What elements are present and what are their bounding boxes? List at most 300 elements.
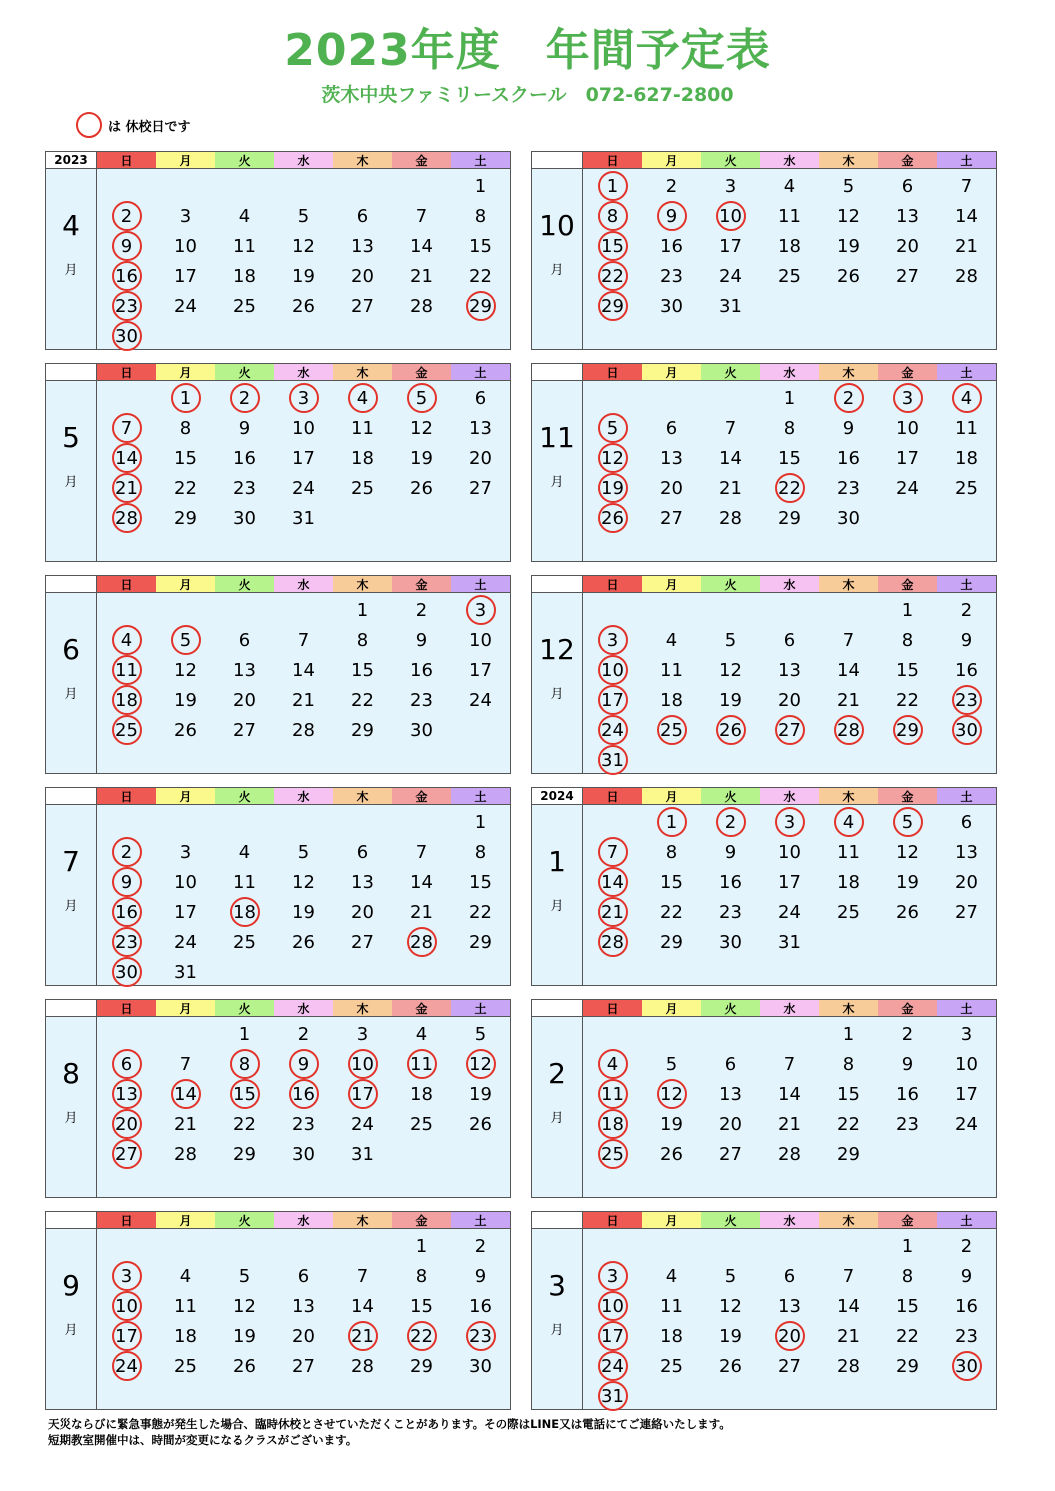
- day-cell: [642, 261, 701, 291]
- month-body: [531, 169, 997, 350]
- day-cell: [819, 1321, 878, 1351]
- day-number: 19: [719, 1325, 742, 1347]
- day-number: 15: [410, 1295, 433, 1317]
- day-number: 29: [351, 719, 374, 741]
- weekday-label: 水: [760, 576, 819, 592]
- weekday-label: 木: [333, 788, 392, 804]
- day-cell: [760, 927, 819, 957]
- day-number: 28: [115, 507, 138, 529]
- month-body: [531, 1017, 997, 1198]
- day-cell: [642, 837, 701, 867]
- day-number: 23: [410, 689, 433, 711]
- day-number: 8: [474, 205, 487, 227]
- day-number: 29: [660, 931, 683, 953]
- day-number: 14: [601, 871, 624, 893]
- day-number: 13: [351, 235, 374, 257]
- day-number: 3: [179, 841, 192, 863]
- month-body: [45, 805, 511, 986]
- day-cell-closed: [819, 807, 878, 837]
- weekday-label: 月: [642, 364, 701, 380]
- weekday-label: 木: [333, 576, 392, 592]
- day-number: 8: [356, 629, 369, 651]
- day-cell: [937, 1261, 996, 1291]
- day-cell: [156, 957, 215, 987]
- weekday-label: 火: [701, 364, 760, 380]
- day-cell-closed: [97, 413, 156, 443]
- day-cell: [451, 625, 510, 655]
- day-cell: [937, 1109, 996, 1139]
- day-cell: [937, 807, 996, 837]
- day-number: 14: [837, 659, 860, 681]
- day-number: 25: [233, 931, 256, 953]
- weekday-label: 金: [878, 1000, 937, 1016]
- day-cell: [937, 231, 996, 261]
- day-cell: [215, 655, 274, 685]
- month-number: 9: [62, 1269, 80, 1302]
- day-cell: [701, 867, 760, 897]
- day-grid: [97, 1017, 511, 1197]
- weekday-label: 金: [878, 576, 937, 592]
- day-number: 27: [778, 1355, 801, 1377]
- day-cell: [274, 1109, 333, 1139]
- day-cell-closed: [583, 1351, 642, 1381]
- day-number: 1: [901, 1235, 914, 1257]
- day-number: 25: [660, 719, 683, 741]
- day-number: 27: [896, 265, 919, 287]
- day-number: 15: [778, 447, 801, 469]
- day-number: 28: [601, 931, 624, 953]
- day-cell: [156, 715, 215, 745]
- day-number: 10: [174, 235, 197, 257]
- day-cell: [760, 685, 819, 715]
- month-body: [45, 1229, 511, 1410]
- day-cell-closed: [97, 1321, 156, 1351]
- weekday-label: 月: [156, 788, 215, 804]
- day-number: 30: [955, 1355, 978, 1377]
- day-grid: [97, 169, 511, 349]
- day-cell-closed: [215, 383, 274, 413]
- day-cell: [392, 837, 451, 867]
- weekday-label: 水: [760, 788, 819, 804]
- day-number: 29: [601, 295, 624, 317]
- day-cell: [701, 1261, 760, 1291]
- weekday-header: [45, 151, 511, 169]
- day-number: 10: [115, 1295, 138, 1317]
- weekday-label: 火: [215, 788, 274, 804]
- weekday-label: 水: [274, 1212, 333, 1228]
- day-cell-closed: [878, 715, 937, 745]
- day-cell: [274, 503, 333, 533]
- day-cell: [392, 201, 451, 231]
- day-cell: [760, 261, 819, 291]
- day-cell-closed: [642, 807, 701, 837]
- day-cell-closed: [583, 897, 642, 927]
- weekday-label: 火: [215, 576, 274, 592]
- day-number: 19: [233, 1325, 256, 1347]
- day-number: 16: [469, 1295, 492, 1317]
- day-number: 2: [960, 1235, 973, 1257]
- day-cell-closed: [642, 715, 701, 745]
- weekday-label: 日: [97, 788, 156, 804]
- day-number: 23: [660, 265, 683, 287]
- day-number: 5: [901, 811, 914, 833]
- month-label-column: [46, 381, 97, 561]
- day-cell: [642, 897, 701, 927]
- day-cell: [760, 1351, 819, 1381]
- day-number: 27: [778, 719, 801, 741]
- day-cell: [274, 291, 333, 321]
- day-cell: [878, 1019, 937, 1049]
- day-cell: [215, 1351, 274, 1381]
- day-cell: [156, 1109, 215, 1139]
- month-body: [45, 1017, 511, 1198]
- day-cell: [642, 1109, 701, 1139]
- day-number: 4: [842, 811, 855, 833]
- weekday-label: 火: [701, 788, 760, 804]
- day-cell: [819, 1139, 878, 1169]
- day-number: 30: [115, 961, 138, 983]
- day-number: 5: [297, 205, 310, 227]
- day-number: 22: [233, 1113, 256, 1135]
- weekday-label: 日: [583, 576, 642, 592]
- day-number: 4: [665, 1265, 678, 1287]
- day-number: 24: [601, 1355, 624, 1377]
- day-number: 12: [469, 1053, 492, 1075]
- day-number: 15: [896, 659, 919, 681]
- day-number: 2: [120, 841, 133, 863]
- day-cell: [156, 231, 215, 261]
- day-cell: [819, 1109, 878, 1139]
- day-number: 28: [174, 1143, 197, 1165]
- day-number: 24: [601, 719, 624, 741]
- day-cell-closed: [215, 897, 274, 927]
- weekday-label: 木: [819, 576, 878, 592]
- weekday-label: 日: [97, 1000, 156, 1016]
- day-cell: [451, 897, 510, 927]
- day-number: 3: [356, 1023, 369, 1045]
- day-cell: [274, 625, 333, 655]
- day-cell: [156, 473, 215, 503]
- month-calendar: [531, 1211, 997, 1410]
- day-cell: [274, 1321, 333, 1351]
- month-calendar: [531, 787, 997, 986]
- day-number: 15: [351, 659, 374, 681]
- day-cell: [215, 715, 274, 745]
- day-cell: [215, 473, 274, 503]
- day-number: 22: [896, 689, 919, 711]
- day-number: 19: [174, 689, 197, 711]
- day-cell: [333, 261, 392, 291]
- day-number: 12: [719, 1295, 742, 1317]
- month-body: [45, 169, 511, 350]
- day-number: 17: [955, 1083, 978, 1105]
- weekday-label: 水: [760, 1000, 819, 1016]
- weekday-label: 日: [97, 1212, 156, 1228]
- month-calendar: [531, 363, 997, 562]
- day-number: 22: [837, 1113, 860, 1135]
- day-cell: [156, 1261, 215, 1291]
- day-cell: [642, 473, 701, 503]
- weekday-label: 火: [215, 1212, 274, 1228]
- day-cell-closed: [97, 625, 156, 655]
- weekday-label: 金: [878, 1212, 937, 1228]
- weekday-label: 水: [274, 788, 333, 804]
- day-number: 5: [297, 841, 310, 863]
- day-number: 1: [606, 175, 619, 197]
- day-number: 10: [778, 841, 801, 863]
- day-number: 11: [351, 417, 374, 439]
- day-cell: [392, 685, 451, 715]
- day-number: 6: [356, 841, 369, 863]
- day-number: 15: [174, 447, 197, 469]
- day-cell-closed: [937, 715, 996, 745]
- day-number: 19: [292, 901, 315, 923]
- year-label: [532, 1212, 583, 1228]
- day-cell-closed: [97, 201, 156, 231]
- day-number: 5: [474, 1023, 487, 1045]
- day-cell-closed: [97, 503, 156, 533]
- day-cell: [451, 231, 510, 261]
- day-cell: [215, 1019, 274, 1049]
- day-cell: [642, 1351, 701, 1381]
- day-number: 20: [955, 871, 978, 893]
- school-info: 茨木中央ファミリースクール 072-627-2800: [321, 84, 734, 106]
- weekday-label: 金: [392, 1000, 451, 1016]
- day-cell-closed: [97, 1079, 156, 1109]
- day-cell: [878, 473, 937, 503]
- day-cell: [642, 1049, 701, 1079]
- day-cell: [215, 685, 274, 715]
- month-suffix: 月: [550, 263, 564, 278]
- weekday-label: 火: [215, 1000, 274, 1016]
- day-cell-closed: [583, 655, 642, 685]
- day-number: 7: [960, 175, 973, 197]
- day-number: 12: [292, 871, 315, 893]
- day-number: 17: [778, 871, 801, 893]
- day-cell: [333, 201, 392, 231]
- day-number: 29: [469, 295, 492, 317]
- day-cell-closed: [583, 413, 642, 443]
- day-number: 12: [601, 447, 624, 469]
- day-cell: [215, 1109, 274, 1139]
- day-number: 1: [415, 1235, 428, 1257]
- day-cell: [333, 231, 392, 261]
- day-number: 4: [665, 629, 678, 651]
- month-calendar: [531, 575, 997, 774]
- day-cell: [274, 715, 333, 745]
- month-number: 5: [62, 421, 80, 454]
- day-cell-closed: [97, 443, 156, 473]
- day-number: 27: [351, 295, 374, 317]
- day-number: 16: [955, 1295, 978, 1317]
- day-number: 23: [115, 931, 138, 953]
- day-cell: [701, 503, 760, 533]
- day-number: 31: [292, 507, 315, 529]
- day-number: 1: [356, 599, 369, 621]
- day-number: 2: [238, 387, 251, 409]
- day-number: 21: [601, 901, 624, 923]
- day-number: 11: [174, 1295, 197, 1317]
- weekday-header: [531, 1211, 997, 1229]
- day-number: 18: [660, 689, 683, 711]
- day-number: 13: [778, 659, 801, 681]
- weekday-label: 日: [583, 788, 642, 804]
- month-calendar: [531, 999, 997, 1198]
- day-cell: [333, 595, 392, 625]
- day-number: 3: [606, 1265, 619, 1287]
- month-label-column: [532, 1017, 583, 1197]
- day-cell-closed: [583, 201, 642, 231]
- day-number: 7: [415, 841, 428, 863]
- day-grid: [97, 805, 511, 985]
- month-suffix: 月: [64, 1111, 78, 1126]
- weekday-label: 木: [333, 152, 392, 168]
- day-number: 26: [233, 1355, 256, 1377]
- day-cell: [392, 655, 451, 685]
- day-cell: [878, 1261, 937, 1291]
- month-label-column: [532, 381, 583, 561]
- day-cell: [819, 473, 878, 503]
- weekday-header: [45, 1211, 511, 1229]
- day-cell-closed: [583, 625, 642, 655]
- weekday-label: 日: [583, 1000, 642, 1016]
- day-number: 20: [778, 1325, 801, 1347]
- day-cell: [451, 201, 510, 231]
- weekday-label: 土: [937, 364, 996, 380]
- day-number: 26: [292, 931, 315, 953]
- day-cell: [392, 231, 451, 261]
- day-number: 26: [896, 901, 919, 923]
- day-number: 10: [601, 659, 624, 681]
- day-cell: [878, 231, 937, 261]
- day-number: 27: [955, 901, 978, 923]
- day-cell: [760, 1261, 819, 1291]
- day-cell: [701, 685, 760, 715]
- day-cell: [392, 443, 451, 473]
- day-number: 18: [955, 447, 978, 469]
- day-number: 2: [415, 599, 428, 621]
- day-number: 10: [896, 417, 919, 439]
- day-cell-closed: [333, 1079, 392, 1109]
- day-cell: [274, 261, 333, 291]
- day-cell: [333, 443, 392, 473]
- day-cell: [274, 927, 333, 957]
- day-cell: [156, 261, 215, 291]
- weekday-label: 土: [451, 364, 510, 380]
- day-cell: [392, 1079, 451, 1109]
- day-cell: [878, 595, 937, 625]
- day-number: 31: [778, 931, 801, 953]
- day-number: 1: [783, 387, 796, 409]
- day-cell: [274, 473, 333, 503]
- day-cell: [760, 201, 819, 231]
- weekday-label: 金: [392, 788, 451, 804]
- day-number: 28: [410, 931, 433, 953]
- day-number: 9: [842, 417, 855, 439]
- day-number: 28: [719, 507, 742, 529]
- day-number: 11: [115, 659, 138, 681]
- day-cell: [819, 503, 878, 533]
- day-cell: [333, 897, 392, 927]
- day-number: 18: [174, 1325, 197, 1347]
- day-cell: [215, 443, 274, 473]
- month-calendar: [45, 787, 511, 986]
- day-cell-closed: [583, 837, 642, 867]
- day-cell: [878, 685, 937, 715]
- day-number: 24: [115, 1355, 138, 1377]
- weekday-label: 日: [97, 576, 156, 592]
- day-cell: [333, 625, 392, 655]
- day-number: 16: [410, 659, 433, 681]
- day-number: 13: [955, 841, 978, 863]
- day-cell-closed: [760, 715, 819, 745]
- weekday-label: 金: [392, 152, 451, 168]
- year-label: [46, 1212, 97, 1228]
- day-number: 22: [469, 901, 492, 923]
- day-cell: [642, 443, 701, 473]
- day-number: 9: [960, 629, 973, 651]
- day-cell: [333, 1019, 392, 1049]
- month-label-column: [46, 1229, 97, 1409]
- day-number: 5: [724, 1265, 737, 1287]
- note-line: 天災ならびに緊急事態が発生した場合、臨時休校とさせていただくことがあります。その際はLINE又は電話にてご連絡いたします。: [48, 1417, 731, 1431]
- day-number: 2: [120, 205, 133, 227]
- day-cell-closed: [583, 171, 642, 201]
- day-grid: [583, 381, 997, 561]
- day-number: 21: [115, 477, 138, 499]
- page-title: 2023年度 年間予定表: [284, 25, 771, 76]
- day-cell: [451, 1291, 510, 1321]
- day-number: 7: [783, 1053, 796, 1075]
- day-cell: [274, 1139, 333, 1169]
- day-number: 22: [351, 689, 374, 711]
- weekday-label: 日: [583, 152, 642, 168]
- day-number: 10: [174, 871, 197, 893]
- day-number: 4: [179, 1265, 192, 1287]
- day-cell-closed: [701, 807, 760, 837]
- day-number: 16: [115, 901, 138, 923]
- weekday-header: [531, 999, 997, 1017]
- day-cell-closed: [97, 473, 156, 503]
- day-cell-closed: [215, 1079, 274, 1109]
- day-number: 17: [601, 689, 624, 711]
- day-cell: [451, 171, 510, 201]
- day-cell: [274, 655, 333, 685]
- month-suffix: 月: [64, 263, 78, 278]
- day-cell: [642, 1291, 701, 1321]
- day-number: 19: [410, 447, 433, 469]
- day-cell: [701, 1291, 760, 1321]
- weekday-label: 金: [878, 364, 937, 380]
- day-number: 3: [783, 811, 796, 833]
- day-number: 25: [601, 1143, 624, 1165]
- weekday-label: 月: [156, 576, 215, 592]
- month-label-column: [532, 805, 583, 985]
- day-number: 30: [115, 325, 138, 347]
- day-number: 28: [837, 719, 860, 741]
- day-number: 3: [960, 1023, 973, 1045]
- day-cell: [392, 625, 451, 655]
- day-cell: [760, 1291, 819, 1321]
- day-cell: [937, 1291, 996, 1321]
- day-cell-closed: [156, 1079, 215, 1109]
- day-cell-closed: [97, 897, 156, 927]
- day-cell-closed: [333, 1049, 392, 1079]
- day-number: 21: [837, 1325, 860, 1347]
- weekday-header: [531, 575, 997, 593]
- day-cell: [451, 1019, 510, 1049]
- day-cell-closed: [97, 927, 156, 957]
